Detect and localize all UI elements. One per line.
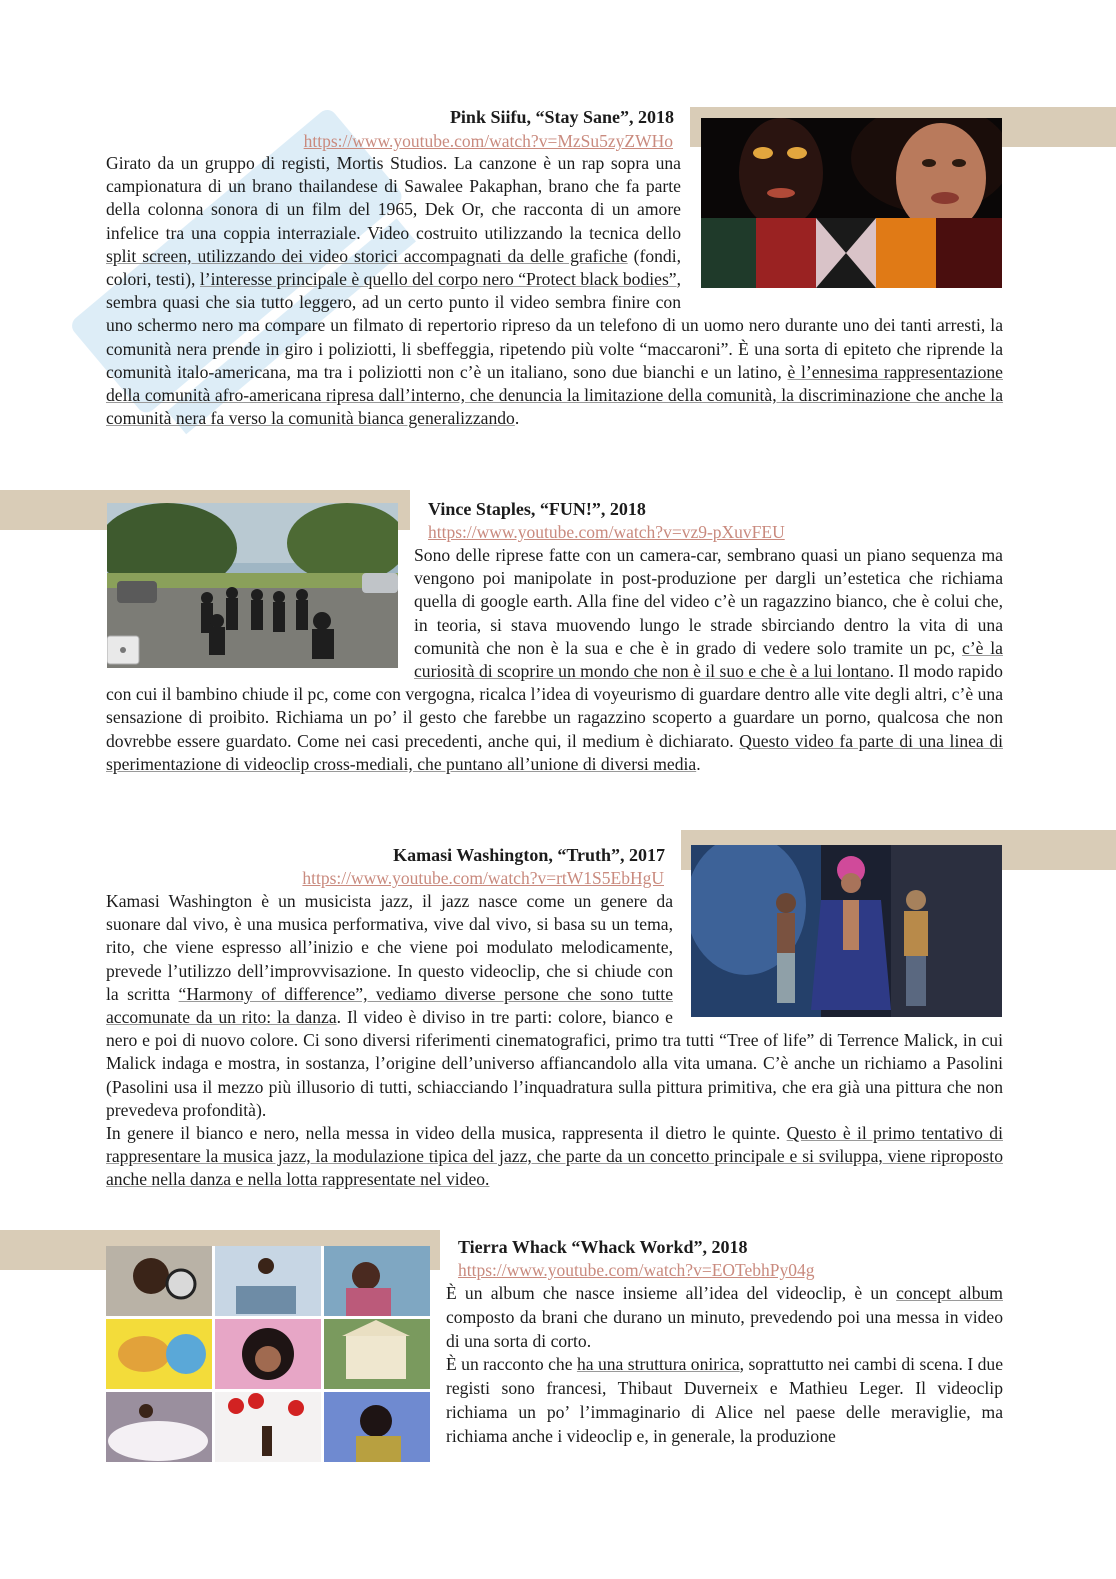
section-4-text-3: È un racconto che bbox=[446, 1354, 577, 1375]
section-3-body bbox=[106, 890, 1003, 1192]
section-4-thumbnail-grid bbox=[106, 1246, 430, 1462]
section-1-title: Pink Siifu, “Stay Sane”, 2018 bbox=[449, 107, 674, 127]
section-1-text-3: , sembra quasi che sia tutto leggero, ad un certo punto il video sembra finire con uno schermo nero ma compare un filmato di repertorio ripreso da un telefono di un uomo nero durante uno dei tanti arresti, la comunità nera prende in giro i poliziotti, li sbeffeggia, ripetendo più volte “maccaroni”. È una sorta di epiteto che riprende la comunità italo-americana, ma tra i poliziotti non c’è un italiano, sono due bianchi e un latino, bbox=[106, 269, 1003, 382]
section-3-underlined-2: Questo è il primo tentativo di rappresentare la musica jazz, la modulazione tipica del jazz, che parte da un concetto principale e si sviluppa, viene riproposto anche nella danza e nella lotta rappresentate nel video. bbox=[106, 1123, 1003, 1190]
section-1-underlined-1: split screen, utilizzando dei video storici accompagnati da delle grafiche bbox=[106, 245, 628, 266]
section-2-underlined-2: Questo video fa parte di una linea di sperimentazione di videoclip cross-mediali, che puntano all’unione di diversi media bbox=[106, 730, 1003, 774]
section-1-youtube-link[interactable]: https://www.youtube.com/watch?v=MzSu5zyZWHo bbox=[303, 131, 673, 151]
section-4-text-2: composto da brani che durano un minuto, prevedendo poi una messa in video di una sorta di corto. bbox=[446, 1306, 1003, 1351]
section-3-text-2: . Il video è diviso in tre parti: colore, bianco e nero e poi di nuovo colore. Ci sono diversi riferimenti cinematografici, primo tra tutti “Tree of life” di Terrence Malick, in cui Malick indaga e mostra, in sostanza, l’origine dell’universo affiancandolo alla vita umana. C’è anche un richiamo a Pasolini (Pasolini usa il mezzo più illusorio di tutti, schiacciando l’inquadratura sulla pittura primitiva, che era già una pittura che non prevedeva profondità). bbox=[106, 1007, 1003, 1120]
section-4-text: È un album che nasce insieme all’idea del videoclip, è un bbox=[446, 1283, 897, 1303]
section-1-underlined-2: l’interesse principale è quello del corpo nero “Protect black bodies” bbox=[199, 269, 677, 290]
section-3-underlined-1: “Harmony of difference”, vediamo diverse persone che sono tutte accomunate da un rito: la danza bbox=[106, 983, 674, 1028]
section-1-body bbox=[106, 152, 1003, 430]
section-3-text-3: In genere il bianco e nero, nella messa in video della musica, rappresenta il dietro le quinte. bbox=[106, 1123, 787, 1144]
section-4-underlined-2: ha una struttura onirica bbox=[576, 1354, 740, 1375]
section-1-text: Girato da un gruppo di registi, Mortis Studios. La canzone è un rap sopra una campionatura di un brano thailandese di Sawalee Pakaphan, brano che fa parte della colonna sonora di un film del 1965, Dek Or, che racconta di un amore infelice tra una coppia interraziale. Video costruito utilizzando la tecnica dello bbox=[106, 153, 681, 243]
section-2-youtube-link[interactable]: https://www.youtube.com/watch?v=vz9-pXuvFEU bbox=[428, 522, 785, 542]
section-4-title: Tierra Whack “Whack Workd”, 2018 bbox=[458, 1237, 748, 1257]
section-4-text-4: , soprattutto nei cambi di scena. I due registi sono francesi, Thibaut Duverneix e Mathieu Leger. Il videoclip richiama un po’ l’immaginario di Alice nel paese delle meraviglie, ma richiama anche i videoclip e, in generale, la produzione bbox=[446, 1354, 1004, 1446]
section-1-text-2: (fondi, colori, testi), bbox=[106, 245, 682, 290]
section-1-underlined-3: è l’ennesima rappresentazione della comunità afro-americana ripresa dall’interno, che denuncia la limitazione della comunità, la discriminazione che anche la comunità nera fa verso la comunità bianca generalizzando bbox=[106, 361, 1003, 429]
section-1-text-4: . bbox=[514, 408, 520, 429]
section-2-text-3: . bbox=[696, 753, 701, 774]
section-3-youtube-link[interactable]: https://www.youtube.com/watch?v=rtW1S5EbHgU bbox=[302, 868, 664, 888]
section-2-title: Vince Staples, “FUN!”, 2018 bbox=[428, 499, 646, 519]
section-2-text-2: . Il modo rapido con cui il bambino chiude il pc, come con vergogna, ricalca l’idea di voyeurismo di guardare dentro alle vite degli altri, c’è una sensazione di proibito. Richiama un po’ il gesto che farebbe un ragazzino scoperto a guardare un porno, qualcosa che non dovrebbe essere guardato. Come nei casi precedenti, anche qui, il medium è dichiarato. bbox=[106, 661, 1003, 751]
section-2-underlined-1: c’è la curiosità di scoprire un mondo che non è il suo e che è a lui lontano bbox=[414, 637, 1003, 682]
section-4-underlined-1: concept album bbox=[896, 1283, 1003, 1303]
section-4-body bbox=[446, 1282, 1003, 1449]
section-2-body bbox=[106, 544, 1003, 776]
section-3-text: Kamasi Washington è un musicista jazz, il jazz nasce come un genere da suonare dal vivo, è una musica performativa, vive dal vivo, si basa su un tema, rito, che viene espresso all’inizio e che viene poi modulato melodicamente, prevede l’utilizzo dell’improvvisazione. In questo videoclip, che si chiude con la scritta bbox=[106, 891, 673, 1004]
section-3-title: Kamasi Washington, “Truth”, 2017 bbox=[393, 845, 665, 865]
section-2-text: Sono delle riprese fatte con un camera-car, sembrano quasi un piano sequenza ma vengono poi manipolate in post-produzione per dargli un’estetica che richiama quella di google earth. Alla fine del video c’è un ragazzino bianco, che è colui che, in teoria, si stava muovendo lungo le strade sbirciando dentro la vita di una comunità che non è la sua e che è in grado di vedere solo tramite un pc, bbox=[414, 545, 1003, 658]
section-4-youtube-link[interactable]: https://www.youtube.com/watch?v=EOTebhPy04g bbox=[458, 1260, 815, 1280]
